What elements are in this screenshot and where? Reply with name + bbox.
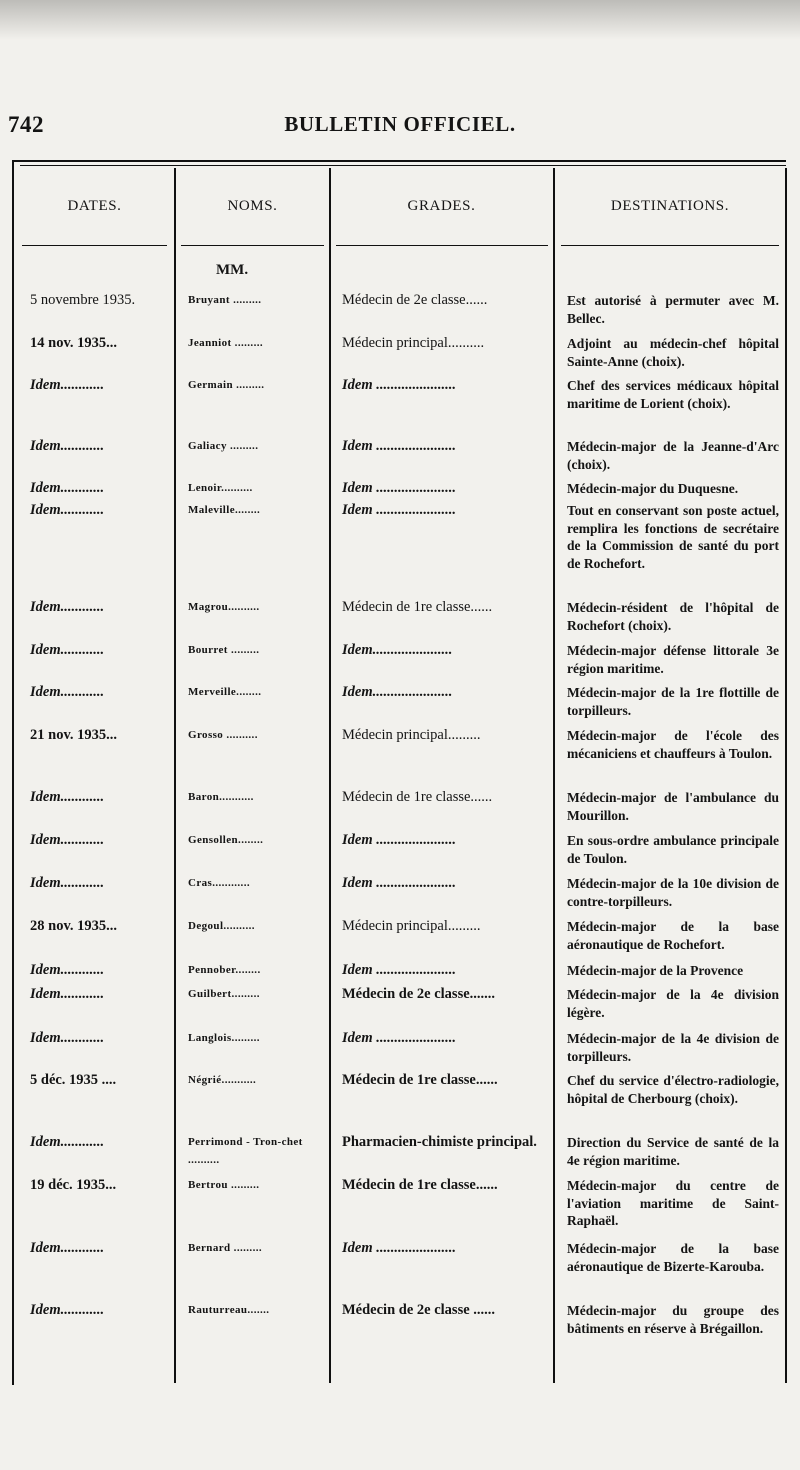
row-date: Idem............ xyxy=(30,962,105,978)
row-grade: Médecin de 2e classe...... xyxy=(342,292,488,308)
row-date: Idem............ xyxy=(30,480,105,496)
row-grade: Médecin de 2e classe ...... xyxy=(342,1302,496,1318)
row-name: Bruyant ......... xyxy=(188,294,262,306)
row-name: Germain ......... xyxy=(188,379,265,391)
page-title: BULLETIN OFFICIEL. xyxy=(284,112,516,136)
row-date: Idem............ xyxy=(30,1030,105,1046)
row-destination: Adjoint au médecin-chef hôpital Sainte-Anne (choix). xyxy=(567,336,779,369)
row-date: Idem............ xyxy=(30,642,105,658)
row-grade: Idem ...................... xyxy=(342,438,456,454)
row-destination: Médecin-major de la 10e division de contre-torpilleurs. xyxy=(567,876,779,909)
row-destination: Médecin-major du Duquesne. xyxy=(567,481,739,496)
row-name: Rauturreau....... xyxy=(188,1304,270,1316)
column-header-noms: NOMS. xyxy=(227,198,278,214)
header-rule xyxy=(181,245,324,246)
row-grade: Idem ...................... xyxy=(342,502,456,518)
row-name: Jeanniot ......... xyxy=(188,337,264,349)
row-date: 19 déc. 1935... xyxy=(30,1177,117,1193)
row-name: Négrié........... xyxy=(188,1074,257,1086)
table-top-rule xyxy=(12,160,786,162)
row-grade: Médecin de 1re classe...... xyxy=(342,1072,498,1088)
row-date: Idem............ xyxy=(30,1240,105,1256)
row-date: Idem............ xyxy=(30,789,105,805)
row-destination: Médecin-major défense littorale 3e région maritime. xyxy=(567,643,779,676)
row-name: Merveille........ xyxy=(188,686,262,698)
row-name: Guilbert......... xyxy=(188,988,260,1000)
row-date: Idem............ xyxy=(30,1302,105,1318)
row-destination: Médecin-major de la 4e division légère. xyxy=(567,987,779,1020)
row-destination: En sous-ordre ambulance principale de Toulon. xyxy=(567,833,779,866)
row-grade: Médecin principal.......... xyxy=(342,335,485,351)
row-name: Lenoir.......... xyxy=(188,482,253,494)
row-date: Idem............ xyxy=(30,1134,105,1150)
names-prefix: MM. xyxy=(216,262,249,278)
row-name: Langlois......... xyxy=(188,1032,260,1044)
row-name: Grosso .......... xyxy=(188,729,258,741)
header-rule xyxy=(336,245,548,246)
row-grade: Idem ...................... xyxy=(342,832,456,848)
row-name: Bertrou ......... xyxy=(188,1179,260,1191)
row-date: 5 déc. 1935 .... xyxy=(30,1072,117,1088)
row-date: Idem............ xyxy=(30,684,105,700)
row-date: 14 nov. 1935... xyxy=(30,335,118,351)
row-grade: Pharmacien-chimiste principal. xyxy=(342,1134,537,1150)
row-grade: Idem...................... xyxy=(342,642,453,658)
row-name: Degoul.......... xyxy=(188,920,255,932)
row-name: Magrou.......... xyxy=(188,601,260,613)
row-destination: Médecin-major de l'ambulance du Mourillon. xyxy=(567,790,779,823)
row-grade: Idem ...................... xyxy=(342,1240,456,1256)
row-grade: Médecin principal......... xyxy=(342,918,481,934)
row-name: Cras............ xyxy=(188,877,251,889)
row-grade: Idem ...................... xyxy=(342,962,456,978)
column-divider xyxy=(553,168,555,1383)
row-date: Idem............ xyxy=(30,377,105,393)
header-rule xyxy=(561,245,779,246)
row-grade: Idem...................... xyxy=(342,684,453,700)
row-name: Galiacy ......... xyxy=(188,440,259,452)
row-date: Idem............ xyxy=(30,832,105,848)
row-grade: Idem ...................... xyxy=(342,480,456,496)
table-left-border xyxy=(12,160,14,1385)
row-destination: Médecin-major de la base aéronautique de Bizerte-Karouba. xyxy=(567,1241,779,1274)
row-destination: Médecin-major du centre de l'aviation maritime de Saint-Raphaël. xyxy=(567,1178,779,1228)
row-date: 5 novembre 1935. xyxy=(30,292,136,308)
row-name: Perrimond - Tron-chet .......... xyxy=(188,1136,303,1166)
page-number: 742 xyxy=(8,112,44,137)
row-destination: Tout en conservant son poste actuel, remplira les fonctions de secrétaire de la Commission de santé du port de Rochefort. xyxy=(567,503,779,571)
row-name: Bernard ......... xyxy=(188,1242,263,1254)
row-destination: Médecin-major de la 4e division de torpilleurs. xyxy=(567,1031,779,1064)
row-date: Idem............ xyxy=(30,502,105,518)
row-destination: Médecin-major du groupe des bâtiments en réserve à Brégaillon. xyxy=(567,1303,779,1336)
row-destination: Est autorisé à permuter avec M. Bellec. xyxy=(567,293,779,326)
column-header-grades: GRADES. xyxy=(407,198,476,214)
row-destination: Médecin-résident de l'hôpital de Rochefort (choix). xyxy=(567,600,779,633)
row-date: Idem............ xyxy=(30,438,105,454)
row-destination: Médecin-major de la 1re flottille de torpilleurs. xyxy=(567,685,779,718)
row-grade: Médecin de 1re classe...... xyxy=(342,1177,498,1193)
row-grade: Médecin de 1re classe...... xyxy=(342,599,493,615)
row-destination: Médecin-major de la base aéronautique de Rochefort. xyxy=(567,919,779,952)
row-date: 28 nov. 1935... xyxy=(30,918,118,934)
row-name: Bourret ......... xyxy=(188,644,260,656)
row-date: Idem............ xyxy=(30,599,105,615)
table-top-rule-thin xyxy=(20,165,786,166)
row-grade: Médecin de 2e classe....... xyxy=(342,986,496,1002)
row-date: Idem............ xyxy=(30,986,105,1002)
row-destination: Médecin-major de la Provence xyxy=(567,963,744,978)
column-divider xyxy=(329,168,331,1383)
row-name: Pennober........ xyxy=(188,964,261,976)
table-right-border xyxy=(785,168,787,1383)
row-grade: Idem ...................... xyxy=(342,875,456,891)
row-name: Baron........... xyxy=(188,791,254,803)
row-destination: Direction du Service de santé de la 4e région maritime. xyxy=(567,1135,779,1168)
row-grade: Idem ...................... xyxy=(342,377,456,393)
column-header-destinations: DESTINATIONS. xyxy=(610,198,730,214)
row-name: Maleville........ xyxy=(188,504,261,516)
column-divider xyxy=(174,168,176,1383)
row-name: Gensollen........ xyxy=(188,834,264,846)
row-destination: Chef du service d'électro-radiologie, hôpital de Cherbourg (choix). xyxy=(567,1073,779,1106)
row-destination: Chef des services médicaux hôpital maritime de Lorient (choix). xyxy=(567,378,779,411)
column-header-dates: DATES. xyxy=(67,198,122,214)
row-date: Idem............ xyxy=(30,875,105,891)
row-grade: Médecin principal......... xyxy=(342,727,481,743)
row-grade: Idem ...................... xyxy=(342,1030,456,1046)
row-destination: Médecin-major de l'école des mécaniciens et chauffeurs à Toulon. xyxy=(567,728,779,761)
row-destination: Médecin-major de la Jeanne-d'Arc (choix). xyxy=(567,439,779,472)
row-grade: Médecin de 1re classe...... xyxy=(342,789,493,805)
header-rule xyxy=(22,245,167,246)
row-date: 21 nov. 1935... xyxy=(30,727,118,743)
